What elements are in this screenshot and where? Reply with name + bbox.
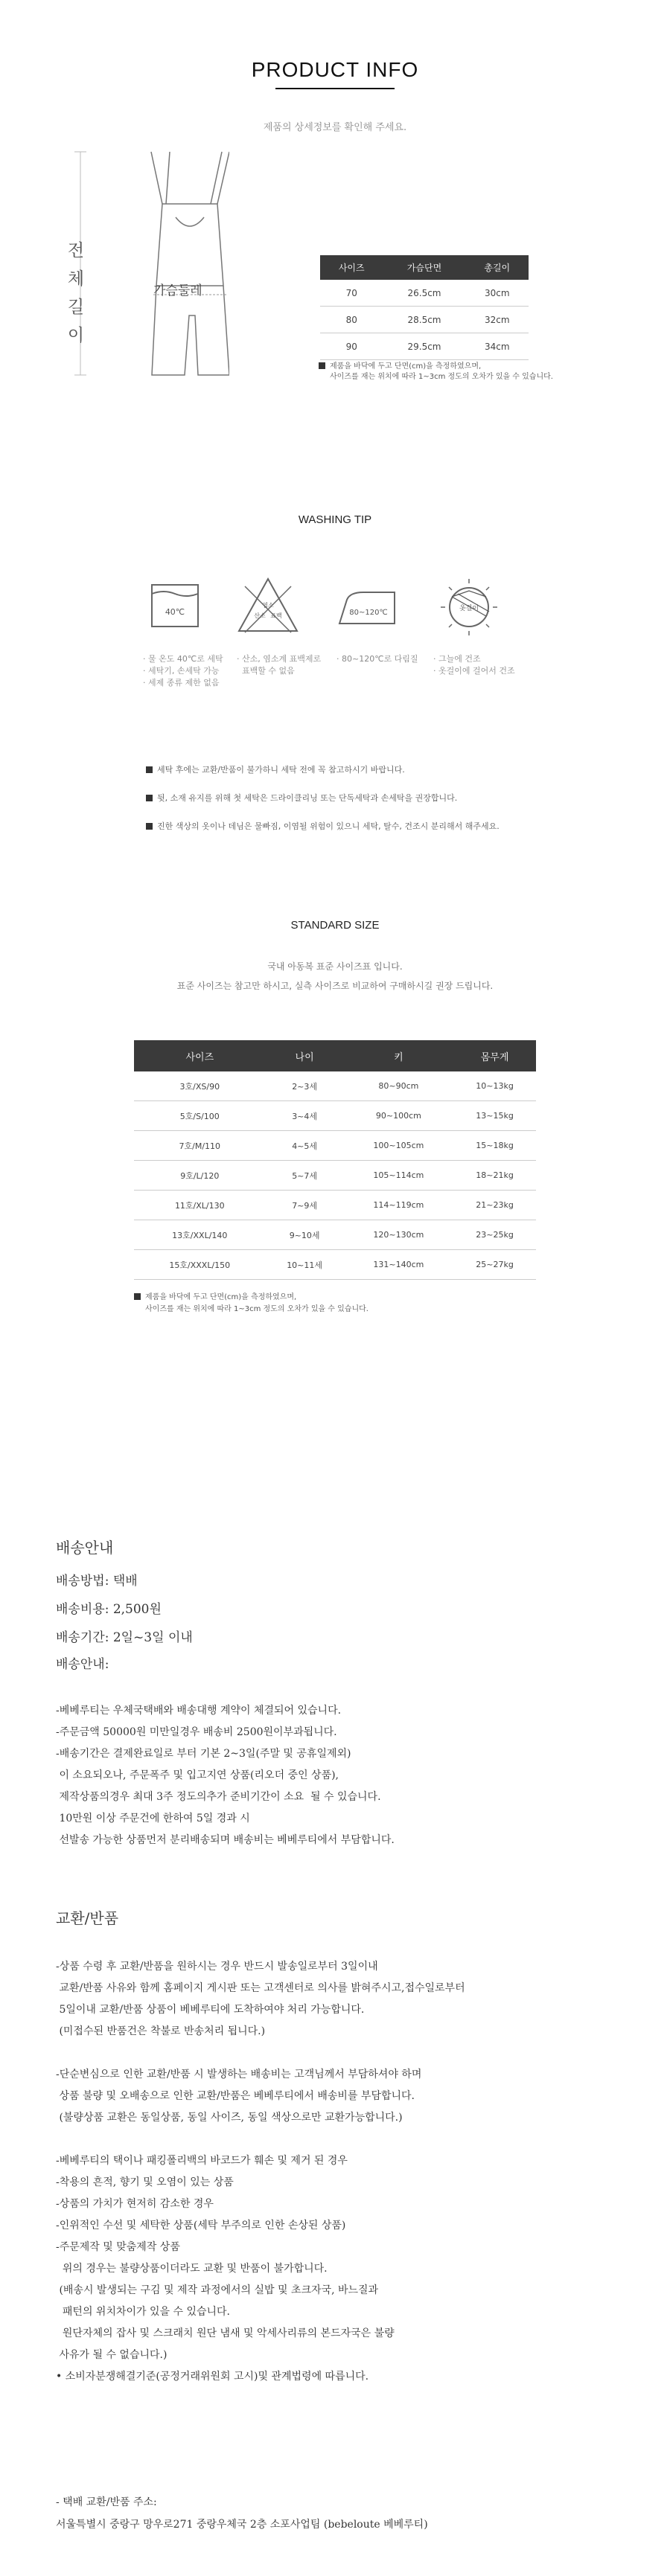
washing-bullet — [146, 792, 457, 804]
product-info-title: PRODUCT INFO — [251, 58, 419, 81]
header-length: 총길이 — [466, 255, 529, 280]
returns-line: (미접수된 반품건은 착불로 반송처리 됩니다.) — [56, 2025, 266, 2037]
table-cell: 7호/M/110 — [134, 1131, 266, 1161]
bleach-label-1: 염소 — [262, 602, 274, 609]
returns-line: -베베루티의 택이나 패킹폴리백의 바코드가 훼손 및 제거 된 경우 — [56, 2155, 348, 2167]
table-cell: 25~27kg — [453, 1250, 536, 1280]
header-age: 나이 — [266, 1040, 344, 1071]
wash-tip-line: 표백할 수 없음 — [237, 666, 295, 676]
table-cell: 30cm — [466, 280, 529, 307]
bullet-square-icon — [146, 766, 153, 773]
chest-label: 가슴둘레 — [153, 283, 202, 298]
note-line: 사이즈를 재는 위치에 따라 1~3cm 정도의 오차가 있을 수 있습니다. — [145, 1305, 368, 1313]
table-cell: 5~7세 — [266, 1161, 344, 1191]
shipping-cost: 배송비용: 2,500원 — [56, 1602, 162, 1617]
returns-line — [56, 2129, 465, 2150]
table-cell: 10~11세 — [266, 1250, 344, 1280]
wash-tip-line: · 그늘에 건조 — [433, 654, 481, 664]
table-row — [134, 1250, 536, 1280]
returns-line: -단순변심으로 인한 교환/반품 시 발생하는 배송비는 고객님께서 부담하셔야 하며 — [56, 2069, 422, 2080]
size-table — [320, 255, 529, 360]
bullet-text: 세탁 후에는 교환/반품이 불가하니 세탁 전에 꼭 참고하시기 바랍니다. — [157, 765, 405, 775]
standard-table-header — [134, 1040, 536, 1071]
table-cell: 100~105cm — [344, 1131, 454, 1161]
wash-tip-line: · 세탁기, 손세탁 가능 — [143, 666, 220, 676]
note-line: 사이즈를 재는 위치에 따라 1~3cm 정도의 오차가 있을 수 있습니다. — [330, 373, 553, 381]
table-cell: 80 — [320, 307, 383, 333]
note-line: 제품을 바닥에 두고 단면(cm)을 측정하였으며, — [145, 1293, 297, 1301]
returns-line: 상품 불량 및 오배송으로 인한 교환/반품은 베베루티에서 배송비를 부담합니다. — [56, 2090, 415, 2102]
wash-temp-label: 40℃ — [165, 607, 185, 617]
header-size: 사이즈 — [134, 1040, 266, 1071]
shipping-title: 배송안내 — [56, 1539, 114, 1557]
returns-line: (불량상품 교환은 동일상품, 동일 사이즈, 동일 색상으로만 교환가능합니다.) — [56, 2112, 403, 2124]
returns-line: • 소비자분쟁해결기준(공정거래위원회 고시)및 관계법령에 따릅니다. — [56, 2371, 369, 2383]
standard-size-desc: 국내 아동복 표준 사이즈표 입니다. — [267, 961, 403, 972]
returns-title: 교환/반품 — [56, 1909, 119, 1927]
table-cell: 9~10세 — [266, 1220, 344, 1250]
dry-label: 옷걸이 — [459, 605, 479, 612]
total-length-char: 전 — [67, 241, 85, 260]
header-height: 키 — [344, 1040, 454, 1071]
returns-line: -상품 수령 후 교환/반품을 원하시는 경우 반드시 발송일로부터 3일이내 — [56, 1961, 378, 1973]
table-cell: 131~140cm — [344, 1250, 454, 1280]
header-weight: 몸무게 — [453, 1040, 536, 1071]
product-info-subtitle: 제품의 상세정보를 확인해 주세요. — [263, 122, 407, 133]
bleach-label-2: 산소 — [254, 612, 266, 619]
bleach-label-3: 표백 — [270, 612, 282, 619]
table-cell: 7~9세 — [266, 1191, 344, 1220]
bleach-tip-text — [237, 653, 321, 677]
table-cell: 90~100cm — [344, 1101, 454, 1131]
washing-bullet — [146, 763, 405, 775]
table-cell: 3~4세 — [266, 1101, 344, 1131]
note-line: 제품을 바닥에 두고 단면(cm)을 측정하였으며, — [330, 362, 482, 371]
shipping-line: -배송기간은 결제완료일로 부터 기본 2~3일(주말 및 공휴일제외) — [56, 1748, 351, 1760]
header-chest: 가슴단면 — [383, 255, 465, 280]
table-cell: 80~90cm — [344, 1071, 454, 1101]
bullet-square-icon — [146, 795, 153, 801]
wash-40-icon — [141, 571, 208, 638]
table-cell: 5호/S/100 — [134, 1101, 266, 1131]
shipping-line: 선발송 가능한 상품먼저 분리배송되며 배송비는 베베루티에서 부담합니다. — [56, 1834, 395, 1846]
no-bleach-icon — [234, 571, 302, 638]
measurement-note — [319, 362, 553, 382]
table-cell: 34cm — [466, 333, 529, 360]
table-cell: 21~23kg — [453, 1191, 536, 1220]
standard-size-table — [134, 1040, 536, 1280]
table-cell: 90 — [320, 333, 383, 360]
table-cell: 15~18kg — [453, 1131, 536, 1161]
table-row — [320, 280, 529, 307]
washing-tip-title: WASHING TIP — [298, 513, 372, 526]
table-row — [134, 1131, 536, 1161]
shipping-guide-title: 배송안내: — [56, 1657, 109, 1672]
table-cell: 32cm — [466, 307, 529, 333]
table-row — [134, 1161, 536, 1191]
iron-tip-text — [336, 653, 418, 665]
total-length-char: 길 — [67, 298, 85, 317]
dry-tip-text — [433, 653, 515, 677]
table-cell: 13~15kg — [453, 1101, 536, 1131]
standard-size-title: STANDARD SIZE — [290, 919, 380, 932]
size-table-header — [320, 255, 529, 280]
shipping-guide — [56, 1679, 395, 1851]
shipping-line: -주문금액 50000원 미만일경우 배송비 2500원이부과됩니다. — [56, 1726, 337, 1738]
returns-line: 위의 경우는 불량상품이더라도 교환 및 반품이 불가합니다. — [56, 2263, 328, 2275]
shipping-line: -베베루티는 우체국택배와 배송대행 계약이 체결되어 있습니다. — [56, 1705, 342, 1717]
return-address-label: - 택배 교환/반품 주소: — [56, 2496, 157, 2508]
wash-tip-text — [143, 653, 223, 689]
bullet-square-icon — [134, 1293, 141, 1300]
wash-tip-line: · 옷걸이에 걸어서 건조 — [433, 666, 515, 676]
shade-dry-icon — [436, 571, 502, 638]
returns-line: -인위적인 수선 및 세탁한 상품(세탁 부주의로 인한 손상된 상품) — [56, 2220, 346, 2231]
total-length-label — [66, 237, 86, 350]
table-row — [134, 1220, 536, 1250]
shipping-line: 이 소요되오나, 주문폭주 및 입고지연 상품(리오더 중인 상품), — [56, 1769, 339, 1781]
total-length-char: 체 — [67, 269, 85, 289]
header-size: 사이즈 — [320, 255, 383, 280]
table-cell: 3호/XS/90 — [134, 1071, 266, 1101]
washing-bullet — [146, 820, 500, 832]
table-cell: 9호/L/120 — [134, 1161, 266, 1191]
wash-tip-line: · 80~120℃로 다림질 — [336, 654, 418, 664]
table-cell: 114~119cm — [344, 1191, 454, 1220]
table-cell: 2~3세 — [266, 1071, 344, 1101]
total-length-char: 이 — [67, 326, 85, 345]
table-cell: 4~5세 — [266, 1131, 344, 1161]
table-cell: 105~114cm — [344, 1161, 454, 1191]
table-cell: 29.5cm — [383, 333, 465, 360]
table-cell: 15호/XXXL/150 — [134, 1250, 266, 1280]
bullet-square-icon — [146, 823, 153, 830]
iron-temp-label: 80~120℃ — [349, 609, 388, 617]
table-row — [320, 307, 529, 333]
table-cell: 10~13kg — [453, 1071, 536, 1101]
table-row — [134, 1071, 536, 1101]
table-cell: 13호/XXL/140 — [134, 1220, 266, 1250]
table-cell: 26.5cm — [383, 280, 465, 307]
table-cell: 28.5cm — [383, 307, 465, 333]
table-cell: 11호/XL/130 — [134, 1191, 266, 1220]
returns-line: 패턴의 위치차이가 있을 수 있습니다. — [56, 2306, 231, 2318]
table-cell: 23~25kg — [453, 1220, 536, 1250]
returns-guide — [56, 1935, 465, 2388]
iron-icon — [334, 571, 401, 638]
table-cell: 70 — [320, 280, 383, 307]
table-cell: 120~130cm — [344, 1220, 454, 1250]
title-underline — [275, 88, 395, 89]
table-cell: 18~21kg — [453, 1161, 536, 1191]
returns-line: -주문제작 및 맞춤제작 상품 — [56, 2241, 180, 2253]
measurement-note — [134, 1292, 368, 1316]
returns-line: 원단자체의 잡사 및 스크래치 원단 냄새 및 악세사리류의 본드자국은 불량 — [56, 2327, 395, 2339]
bullet-square-icon — [319, 362, 325, 369]
wash-tip-line: · 세제 종류 제한 없음 — [143, 678, 220, 688]
returns-line: (배송시 발생되는 구김 및 제작 과정에서의 실밥 및 초크자국, 바느질과 — [56, 2284, 379, 2296]
table-row — [320, 333, 529, 360]
returns-line: -착용의 흔적, 향기 및 오염이 있는 상품 — [56, 2176, 234, 2188]
returns-line: 5일이내 교환/반품 상품이 베베루티에 도착하여야 처리 가능합니다. — [56, 2004, 365, 2016]
returns-line: -상품의 가치가 현저히 감소한 경우 — [56, 2198, 214, 2210]
table-row — [134, 1101, 536, 1131]
return-address: 서울특별시 중랑구 망우로271 중랑우체국 2층 소포사업팀 (bebeloute 베베루티) — [56, 2519, 428, 2531]
shipping-line: 10만원 이상 주문건에 한하여 5일 경과 시 — [56, 1813, 250, 1824]
returns-line: 교환/반품 사유와 함께 홈페이지 게시판 또는 고객센터로 의사를 밝혀주시고,접수일로부터 — [56, 1982, 465, 1994]
returns-line: 사유가 될 수 없습니다.) — [56, 2349, 168, 2361]
shipping-method: 배송방법: 택배 — [56, 1574, 138, 1589]
shipping-line: 제작상품의경우 최대 3주 정도의추가 준비기간이 소요 될 수 있습니다. — [56, 1791, 381, 1803]
shipping-period: 배송기간: 2일~3일 이내 — [56, 1630, 193, 1645]
bullet-text: 뒷, 소재 유지를 위해 첫 세탁은 드라이클리닝 또는 단독세탁과 손세탁을 권장합니다. — [157, 793, 458, 803]
standard-size-desc: 표준 사이즈는 참고만 하시고, 실측 사이즈로 비교하여 구매하시길 권장 드립니다. — [176, 981, 494, 991]
bullet-text: 진한 색상의 옷이나 데님은 물빠짐, 이염될 위험이 있으니 세탁, 탈수, 건조시 분리해서 해주세요. — [157, 821, 500, 831]
wash-tip-line: · 산소, 염소계 표백제로 — [237, 654, 322, 664]
table-row — [134, 1191, 536, 1220]
returns-line — [56, 2042, 465, 2064]
wash-tip-line: · 물 온도 40℃로 세탁 — [143, 654, 223, 664]
